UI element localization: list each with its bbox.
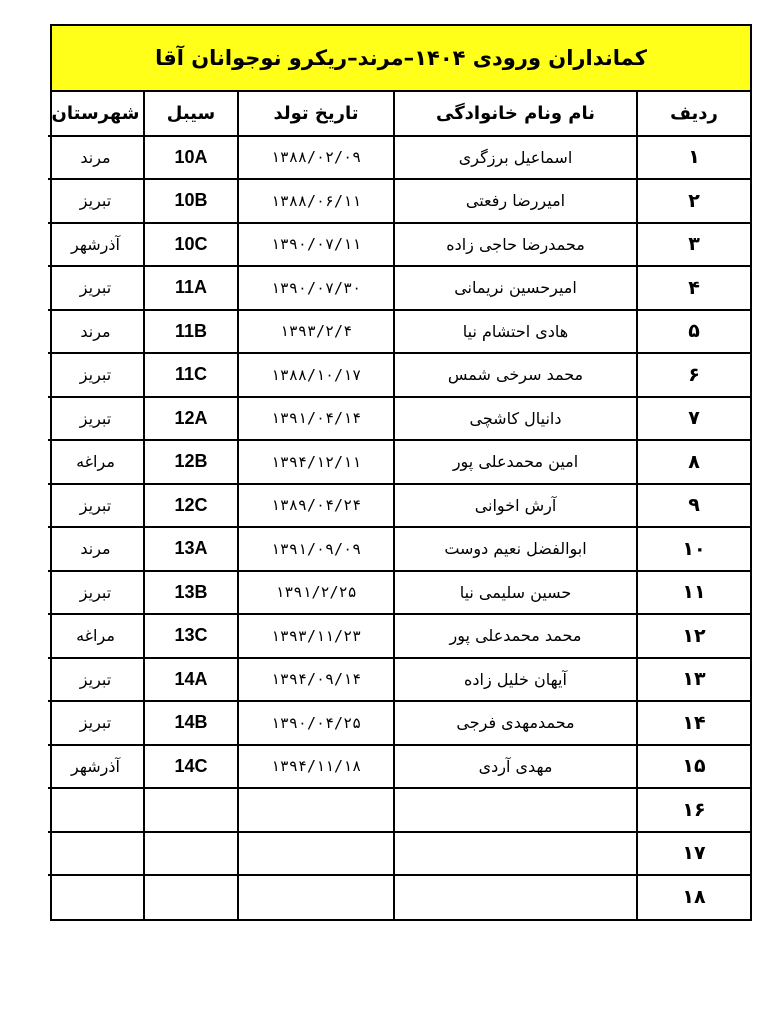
- city-cell: آذرشهر: [48, 223, 144, 267]
- row-number-cell: ۱۸: [637, 875, 750, 919]
- full-name-cell: حسین سلیمی نیا: [394, 571, 637, 615]
- full-name-cell: امین محمدعلی پور: [394, 440, 637, 484]
- birth-date-cell: ۱۳۹۱/۰۹/۰۹: [238, 527, 394, 571]
- city-cell: مراغه: [48, 440, 144, 484]
- row-number-cell: ۷: [637, 397, 750, 441]
- row-number-cell: ۱۶: [637, 788, 750, 832]
- target-cell: 12A: [144, 397, 238, 441]
- table-header-row: [48, 92, 750, 136]
- city-cell: [48, 788, 144, 832]
- target-cell: 10B: [144, 179, 238, 223]
- target-cell: 10C: [144, 223, 238, 267]
- target-cell: 13B: [144, 571, 238, 615]
- full-name-cell: محمد سرخی شمس: [394, 353, 637, 397]
- target-cell: 14C: [144, 745, 238, 789]
- row-number-cell: ۴: [637, 266, 750, 310]
- birth-date-cell: ۱۳۸۸/۰۲/۰۹: [238, 136, 394, 180]
- birth-date-cell: ۱۳۹۴/۰۹/۱۴: [238, 658, 394, 702]
- city-cell: تبریز: [48, 179, 144, 223]
- birth-date-cell: ۱۳۸۹/۰۴/۲۴: [238, 484, 394, 528]
- city-cell: آذرشهر: [48, 745, 144, 789]
- full-name-cell: محمدرضا حاجی زاده: [394, 223, 637, 267]
- full-name-cell: [394, 788, 637, 832]
- header-target: سیبل: [144, 92, 238, 136]
- city-cell: تبریز: [48, 484, 144, 528]
- table-row: [48, 353, 750, 397]
- table-row: [48, 397, 750, 441]
- target-cell: 12C: [144, 484, 238, 528]
- full-name-cell: ابوالفضل نعیم دوست: [394, 527, 637, 571]
- table-row: [48, 745, 750, 789]
- birth-date-cell: ۱۳۹۱/۲/۲۵: [238, 571, 394, 615]
- target-cell: 13A: [144, 527, 238, 571]
- table-row: [48, 571, 750, 615]
- table-row: [48, 310, 750, 354]
- birth-date-cell: ۱۳۹۰/۰۷/۱۱: [238, 223, 394, 267]
- birth-date-cell: ۱۳۹۱/۰۴/۱۴: [238, 397, 394, 441]
- city-cell: [48, 875, 144, 919]
- city-cell: تبریز: [48, 701, 144, 745]
- table-body: [48, 136, 750, 919]
- city-cell: [48, 832, 144, 876]
- target-cell: [144, 875, 238, 919]
- target-cell: 14A: [144, 658, 238, 702]
- table-row: [48, 527, 750, 571]
- sheet-title: کمانداران ورودی ۱۴۰۴–مرند–ریکرو نوجوانان آقا: [52, 26, 750, 92]
- table-row: [48, 788, 750, 832]
- row-number-cell: ۱۴: [637, 701, 750, 745]
- table-row: [48, 440, 750, 484]
- target-cell: [144, 788, 238, 832]
- city-cell: تبریز: [48, 353, 144, 397]
- full-name-cell: آیهان خلیل زاده: [394, 658, 637, 702]
- birth-date-cell: ۱۳۸۸/۰۶/۱۱: [238, 179, 394, 223]
- row-number-cell: ۱۳: [637, 658, 750, 702]
- row-number-cell: ۳: [637, 223, 750, 267]
- table-row: [48, 223, 750, 267]
- target-cell: 13C: [144, 614, 238, 658]
- city-cell: تبریز: [48, 571, 144, 615]
- table-row: [48, 832, 750, 876]
- row-number-cell: ۱۷: [637, 832, 750, 876]
- table-row: [48, 875, 750, 919]
- city-cell: مرند: [48, 136, 144, 180]
- full-name-cell: [394, 832, 637, 876]
- birth-date-cell: ۱۳۹۳/۲/۴: [238, 310, 394, 354]
- target-cell: 11C: [144, 353, 238, 397]
- table-row: [48, 701, 750, 745]
- table-row: [48, 484, 750, 528]
- target-cell: 11A: [144, 266, 238, 310]
- birth-date-cell: [238, 875, 394, 919]
- table-row: [48, 658, 750, 702]
- entrants-sheet: [50, 24, 752, 921]
- row-number-cell: ۸: [637, 440, 750, 484]
- row-number-cell: ۱۵: [637, 745, 750, 789]
- row-number-cell: ۱۱: [637, 571, 750, 615]
- birth-date-cell: [238, 832, 394, 876]
- birth-date-cell: ۱۳۹۰/۰۴/۲۵: [238, 701, 394, 745]
- table-row: [48, 614, 750, 658]
- header-full-name: نام ونام خانوادگی: [394, 92, 637, 136]
- row-number-cell: ۱: [637, 136, 750, 180]
- row-number-cell: ۹: [637, 484, 750, 528]
- full-name-cell: [394, 875, 637, 919]
- table-row: [48, 136, 750, 180]
- city-cell: مرند: [48, 310, 144, 354]
- full-name-cell: اسماعیل برزگری: [394, 136, 637, 180]
- birth-date-cell: ۱۳۸۸/۱۰/۱۷: [238, 353, 394, 397]
- full-name-cell: محمد محمدعلی پور: [394, 614, 637, 658]
- table-row: [48, 266, 750, 310]
- full-name-cell: محمدمهدی فرجی: [394, 701, 637, 745]
- birth-date-cell: [238, 788, 394, 832]
- full-name-cell: دانیال کاشچی: [394, 397, 637, 441]
- target-cell: 11B: [144, 310, 238, 354]
- target-cell: 12B: [144, 440, 238, 484]
- full-name-cell: امیرحسین نریمانی: [394, 266, 637, 310]
- row-number-cell: ۶: [637, 353, 750, 397]
- row-number-cell: ۲: [637, 179, 750, 223]
- row-number-cell: ۱۰: [637, 527, 750, 571]
- city-cell: مراغه: [48, 614, 144, 658]
- header-birth-date: تاریخ تولد: [238, 92, 394, 136]
- entrants-table: [48, 92, 750, 919]
- target-cell: [144, 832, 238, 876]
- header-row-number: ردیف: [637, 92, 750, 136]
- city-cell: تبریز: [48, 397, 144, 441]
- birth-date-cell: ۱۳۹۴/۱۲/۱۱: [238, 440, 394, 484]
- birth-date-cell: ۱۳۹۳/۱۱/۲۳: [238, 614, 394, 658]
- header-city: شهرستان: [48, 92, 144, 136]
- full-name-cell: مهدی آردی: [394, 745, 637, 789]
- city-cell: تبریز: [48, 658, 144, 702]
- full-name-cell: امیررضا رفعتی: [394, 179, 637, 223]
- target-cell: 14B: [144, 701, 238, 745]
- full-name-cell: هادی احتشام نیا: [394, 310, 637, 354]
- birth-date-cell: ۱۳۹۰/۰۷/۳۰: [238, 266, 394, 310]
- table-row: [48, 179, 750, 223]
- row-number-cell: ۱۲: [637, 614, 750, 658]
- full-name-cell: آرش اخوانی: [394, 484, 637, 528]
- birth-date-cell: ۱۳۹۴/۱۱/۱۸: [238, 745, 394, 789]
- row-number-cell: ۵: [637, 310, 750, 354]
- target-cell: 10A: [144, 136, 238, 180]
- city-cell: مرند: [48, 527, 144, 571]
- city-cell: تبریز: [48, 266, 144, 310]
